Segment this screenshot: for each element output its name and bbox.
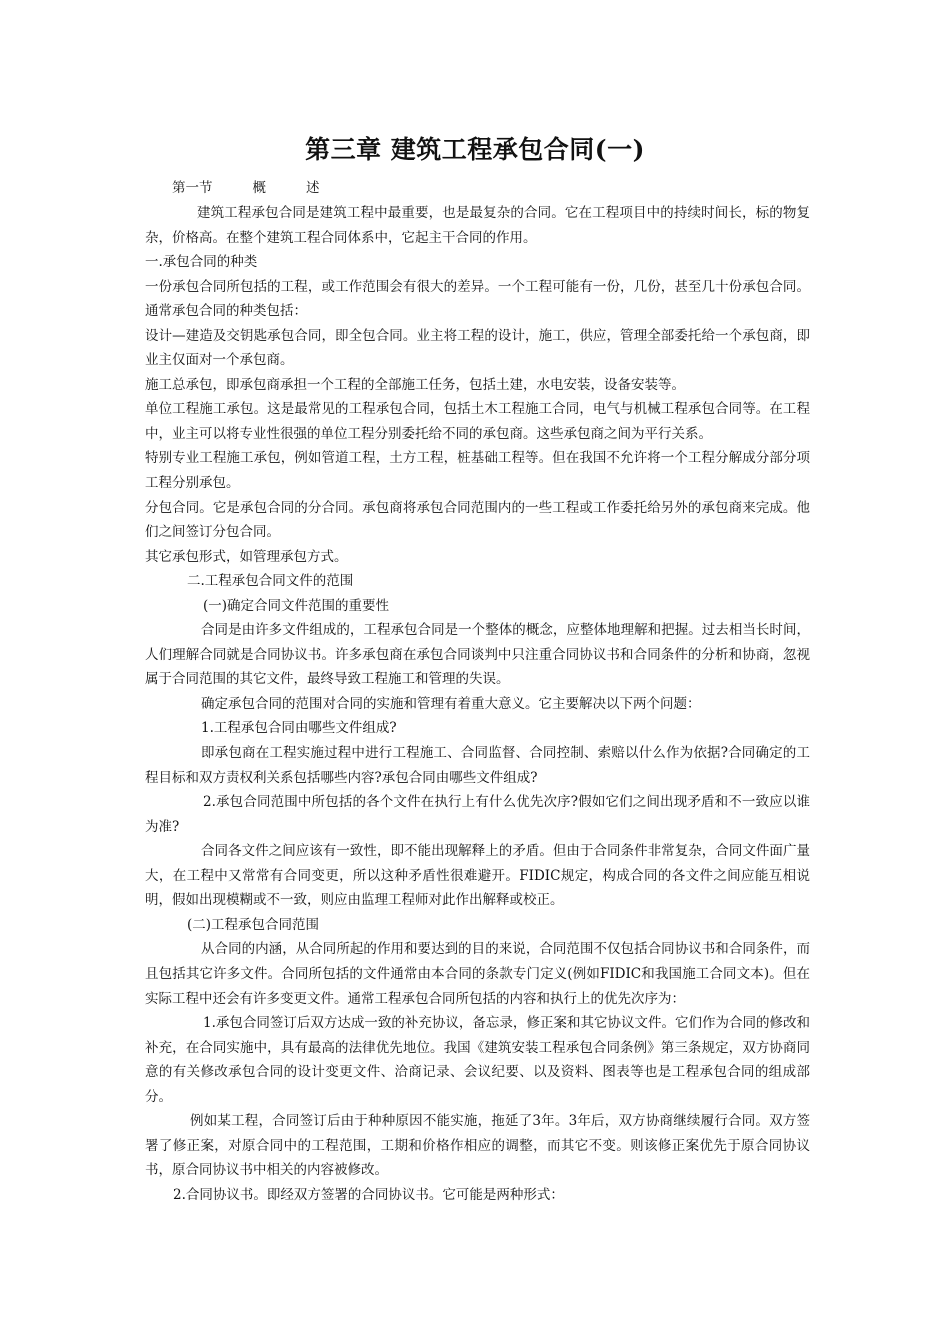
paragraph: 合同各文件之间应该有一致性，即不能出现解释上的矛盾。但由于合同条件非常复杂，合同文件面广量大，在工程中又常常有合同变更，所以这种矛盾性很难避开。FIDIC规定，构成合同的各文件之间应能互相说明，假如出现模糊或不一致，则应由监理工程师对此作出解释或校正。 [145, 843, 810, 909]
section-name-part2: 述 [306, 180, 320, 196]
section-heading [172, 178, 320, 198]
paragraph: 一份承包合同所包括的工程，或工作范围会有很大的差异。一个工程可能有一份，几份，甚至几十份承包合同。通常承包合同的种类包括： [145, 278, 810, 320]
paragraph-intro: 建筑工程承包合同是建筑工程中最重要，也是最复杂的合同。它在工程项目中的持续时间长，标的物复杂，价格高。在整个建筑工程合同体系中，它起主干合同的作用。 [145, 205, 810, 246]
heading-document-scope: 二.工程承包合同文件的范围 [187, 573, 354, 590]
paragraph: 合同是由许多文件组成的，工程承包合同是一个整体的概念，应整体地理解和把握。过去相当长时间，人们理解合同就是合同协议书。许多承包商在承包合同谈判中只注重合同协议书和合同条件的分析和协商，忽视属于合同范围的其它文件，最终导致工程施工和管理的失误。 [145, 622, 810, 688]
chapter-title: 第三章 建筑工程承包合同(一) [305, 135, 645, 164]
paragraph: 特别专业工程施工承包，例如管道工程，土方工程，桩基础工程等。但在我国不允许将一个工程分解成分部分项工程分别承包。 [145, 450, 810, 492]
paragraph: 施工总承包，即承包商承担一个工程的全部施工任务，包括土建，水电安装，设备安装等。 [145, 376, 685, 393]
heading-contract-types: 一.承包合同的种类 [145, 254, 258, 271]
subheading-contract-scope: (二)工程承包合同范围 [187, 916, 320, 933]
paragraph: 确定承包合同的范围对合同的实施和管理有着重大意义。它主要解决以下两个问题： [201, 695, 701, 712]
paragraph: 单位工程施工承包。这是最常见的工程承包合同，包括土木工程施工合同，电气与机械工程承包合同等。在工程中，业主可以将专业性很强的单位工程分别委托给不同的承包商。这些承包商之间为平行关系。 [145, 401, 810, 442]
section-name-part1: 概 [252, 180, 266, 196]
paragraph: 2.合同协议书。即经双方签署的合同协议书。它可能是两种形式： [173, 1186, 564, 1203]
question-1: 1.工程承包合同由哪些文件组成? [201, 720, 397, 737]
question-2: 2.承包合同范围中所包括的各个文件在执行上有什么优先次序?假如它们之间出现矛盾和不一致应以谁为准? [145, 794, 810, 835]
paragraph: 设计—建造及交钥匙承包合同，即全包合同。业主将工程的设计，施工，供应，管理全部委托给一个承包商，即业主仅面对一个承包商。 [145, 327, 810, 369]
body-text [145, 201, 810, 1207]
paragraph: 分包合同。它是承包合同的分合同。承包商将承包合同范围内的一些工程或工作委托给另外的承包商来完成。他们之间签订分包合同。 [145, 499, 810, 541]
paragraph-example: 例如某工程，合同签订后由于种种原因不能实施，拖延了3年。3年后，双方协商继续履行合同。双方签署了修正案，对原合同中的工程范围，工期和价格作相应的调整，而其它不变。则该修正案优先于原合同协议书，原合同协议书中相关的内容被修改。 [145, 1113, 810, 1179]
paragraph: 即承包商在工程实施过程中进行工程施工、合同监督、合同控制、索赔以什么作为依据?合同确定的工程目标和双方责权利关系包括哪些内容?承包合同由哪些文件组成? [145, 745, 810, 786]
paragraph: 从合同的内涵，从合同所起的作用和要达到的目的来说，合同范围不仅包括合同协议书和合同条件，而且包括其它许多文件。合同所包括的文件通常由本合同的条款专门定义(例如FIDIC和我国施工合同文本)。但在实际工程中还会有许多变更文件。通常工程承包合同所包括的内容和执行上的优先次序为： [145, 941, 810, 1007]
section-number: 第一节 [172, 180, 213, 196]
paragraph: 其它承包形式，如管理承包方式。 [145, 548, 348, 565]
subheading-importance: (一)确定合同文件范围的重要性 [203, 597, 390, 614]
paragraph: 1.承包合同签订后双方达成一致的补充协议，备忘录，修正案和其它协议文件。它们作为合同的修改和补充，在合同实施中，具有最高的法律优先地位。我国《建筑安装工程承包合同条例》第三条规定，双方协商同意的有关修改承包合同的设计变更文件、洽商记录、会议纪要、以及资料、图表等也是工程承包合同的组成部分。 [145, 1015, 810, 1105]
